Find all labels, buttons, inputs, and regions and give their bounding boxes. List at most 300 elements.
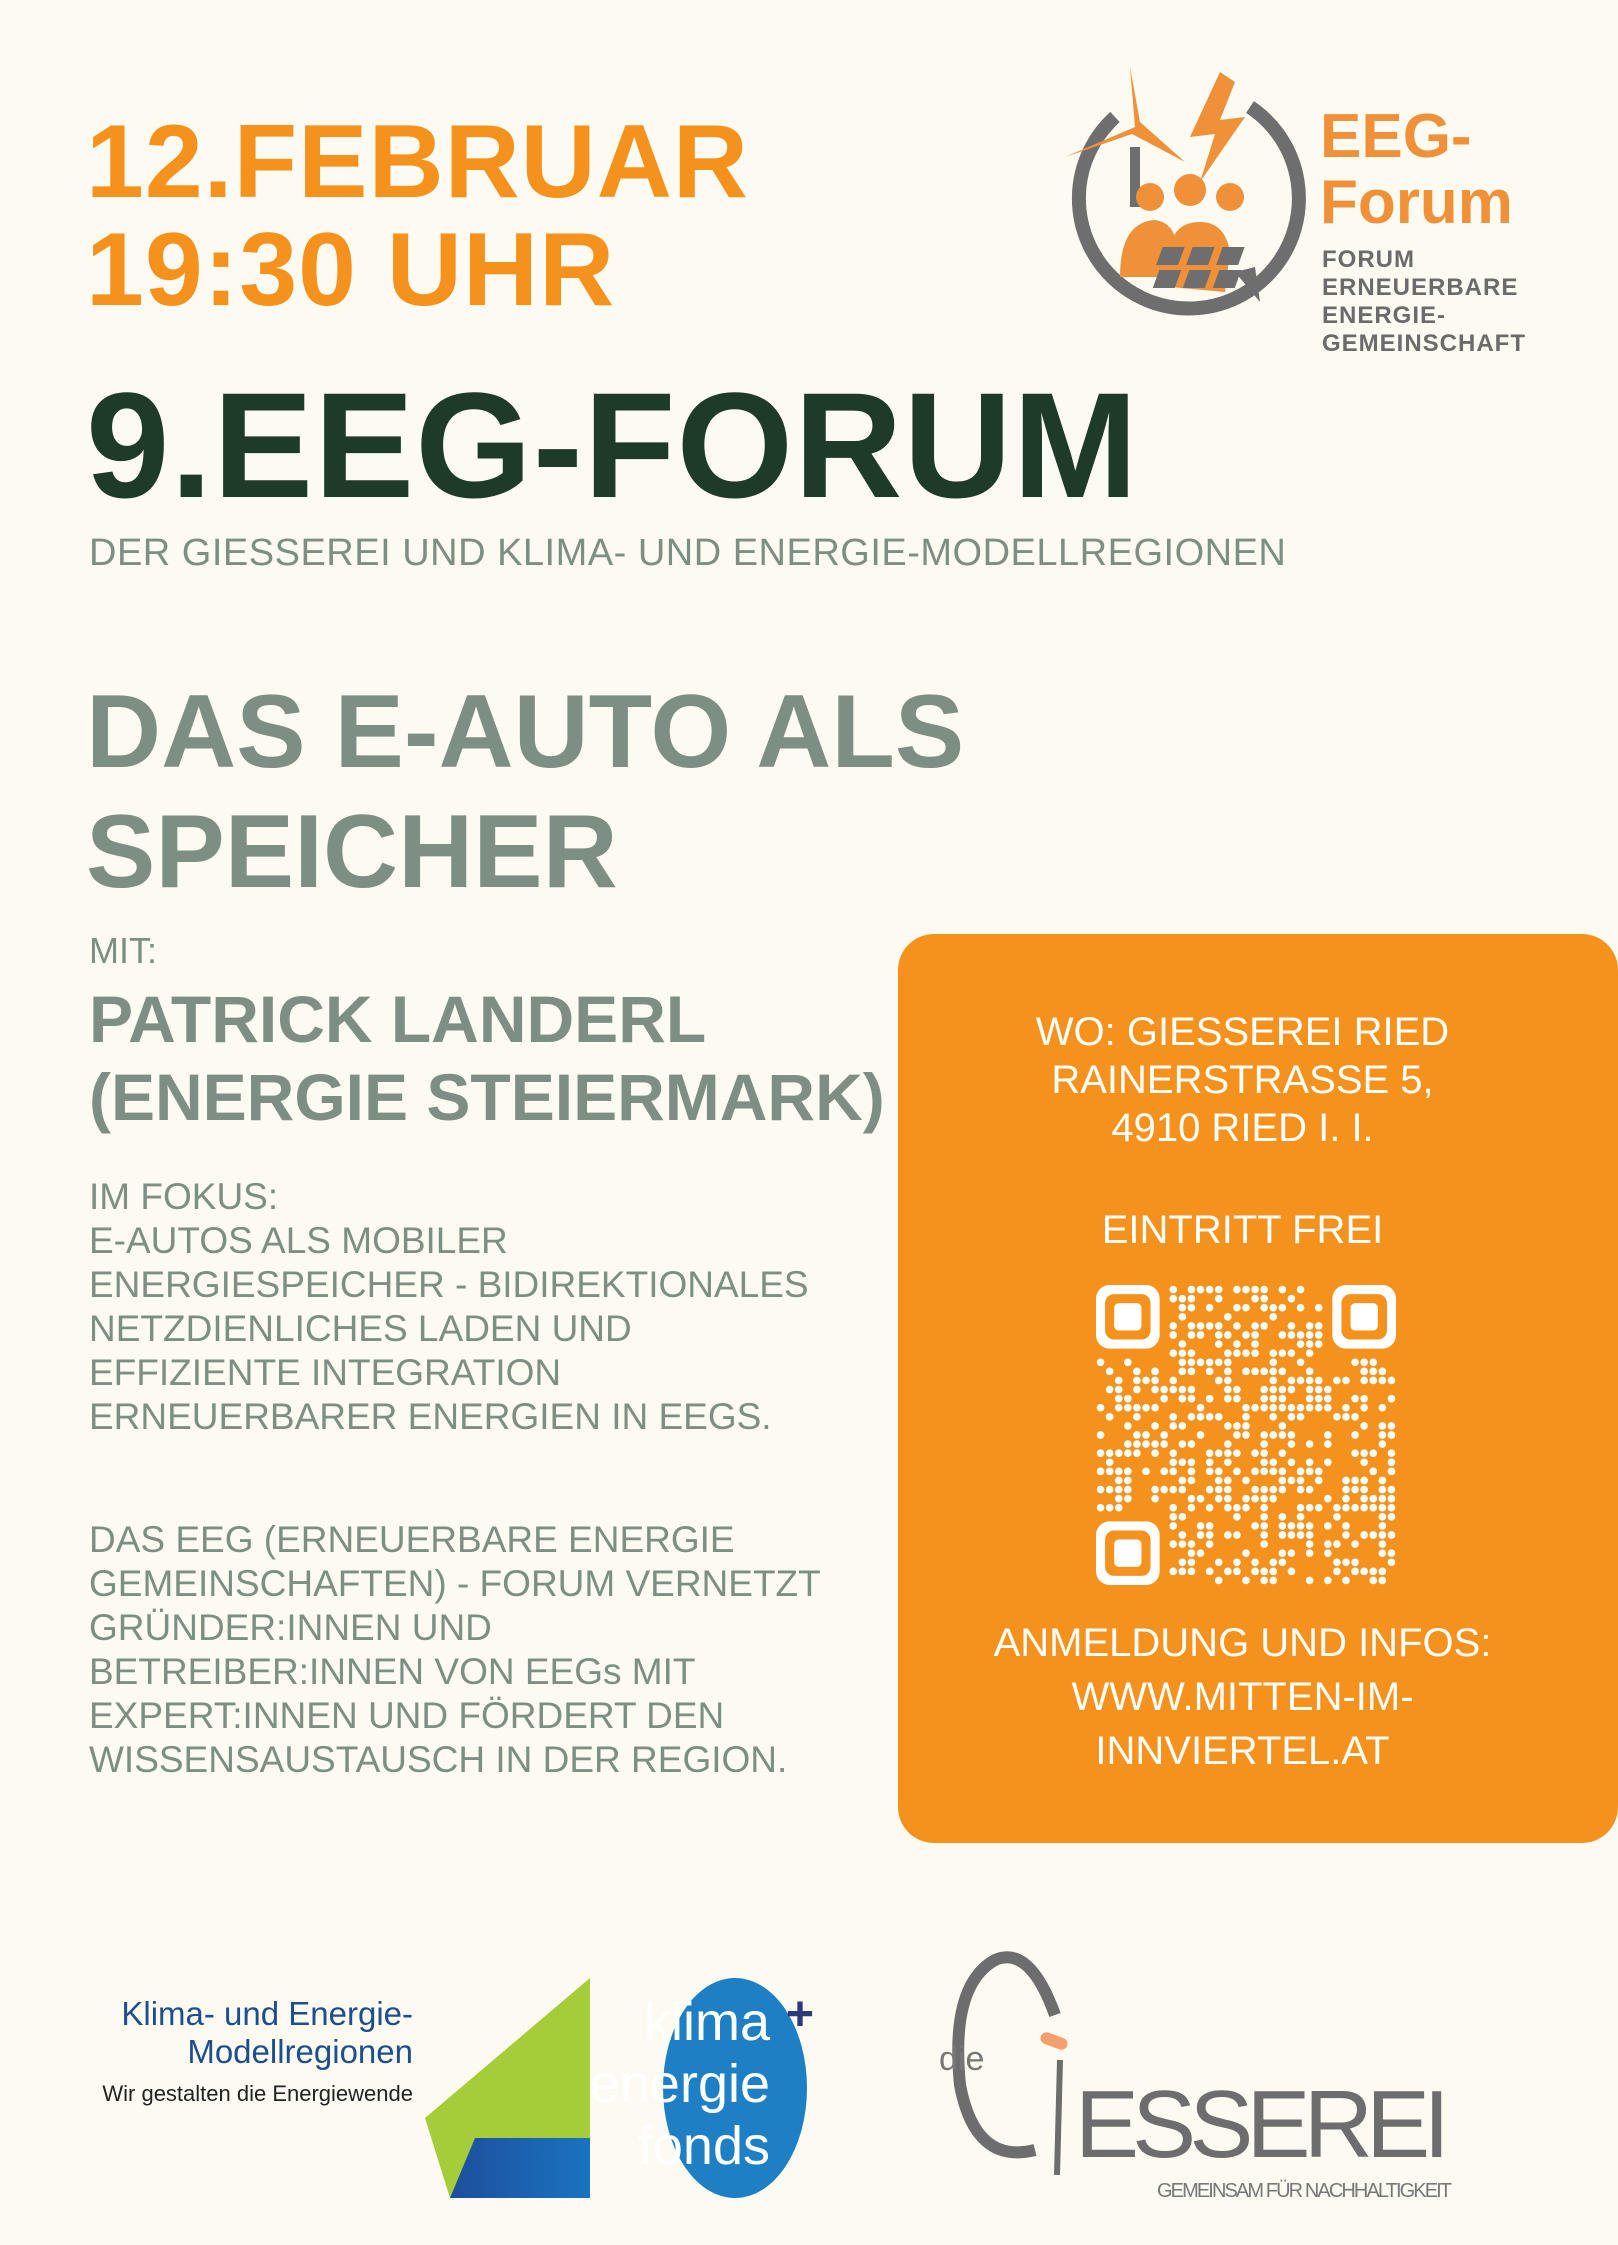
qr-module xyxy=(1360,1531,1368,1539)
qr-module xyxy=(1188,1440,1196,1448)
qr-module xyxy=(1297,1331,1305,1339)
qr-module xyxy=(1224,1368,1232,1376)
qr-module xyxy=(1279,1468,1287,1476)
qr-module xyxy=(1260,1295,1268,1303)
location-line: WO: GIESSEREI RIED xyxy=(1035,1010,1450,1054)
qr-module xyxy=(1269,1404,1277,1412)
qr-module xyxy=(1242,1477,1250,1485)
qr-module xyxy=(1233,1395,1241,1403)
qr-module xyxy=(1188,1322,1196,1330)
qr-module xyxy=(1151,1440,1159,1448)
qr-module xyxy=(1306,1331,1314,1339)
qr-module xyxy=(1188,1413,1196,1421)
topic-line: DAS E-AUTO ALS xyxy=(86,674,965,790)
qr-module xyxy=(1179,1304,1187,1312)
qr-module xyxy=(1188,1395,1196,1403)
qr-module xyxy=(1169,1386,1177,1394)
qr-module xyxy=(1206,1358,1214,1366)
qr-module xyxy=(1251,1349,1259,1357)
speaker xyxy=(89,980,885,1136)
qr-module xyxy=(1279,1558,1287,1566)
qr-module xyxy=(1333,1558,1341,1566)
qr-module xyxy=(1097,1404,1105,1412)
giesserei-tagline: GEMEINSAM FÜR NACHHALTIGKEIT xyxy=(1157,2180,1452,2202)
qr-module xyxy=(1342,1577,1350,1585)
qr-module xyxy=(1124,1358,1132,1366)
qr-module xyxy=(1333,1413,1341,1421)
qr-module xyxy=(1215,1413,1223,1421)
qr-module xyxy=(1133,1431,1141,1439)
qr-module xyxy=(1324,1522,1332,1530)
qr-module xyxy=(1224,1395,1232,1403)
qr-module xyxy=(1233,1431,1241,1439)
qr-module xyxy=(1179,1458,1187,1466)
qr-module xyxy=(1306,1322,1314,1330)
qr-module xyxy=(1215,1295,1223,1303)
qr-module xyxy=(1306,1349,1314,1357)
qr-module xyxy=(1142,1431,1150,1439)
qr-module xyxy=(1306,1504,1314,1512)
qr-module xyxy=(1106,1449,1114,1457)
qr-module xyxy=(1379,1568,1387,1576)
qr-module xyxy=(1242,1549,1250,1557)
qr-module xyxy=(1242,1304,1250,1312)
qr-module xyxy=(1115,1504,1123,1512)
qr-module xyxy=(1224,1495,1232,1503)
focus-line: E-AUTOS ALS MOBILER xyxy=(89,1220,508,1261)
qr-module xyxy=(1179,1486,1187,1494)
eeg-forum-logo-icon xyxy=(1060,62,1320,322)
qr-module xyxy=(1342,1377,1350,1385)
qr-module xyxy=(1188,1304,1196,1312)
qr-module xyxy=(1279,1549,1287,1557)
qr-module xyxy=(1169,1540,1177,1548)
qr-module xyxy=(1097,1504,1105,1512)
qr-module xyxy=(1224,1331,1232,1339)
qr-module xyxy=(1151,1495,1159,1503)
qr-module xyxy=(1251,1295,1259,1303)
qr-module xyxy=(1251,1522,1259,1530)
qr-module xyxy=(1324,1404,1332,1412)
qr-module xyxy=(1288,1377,1296,1385)
qr-module xyxy=(1224,1313,1232,1321)
qr-module xyxy=(1315,1304,1323,1312)
qr-module xyxy=(1333,1377,1341,1385)
qr-module xyxy=(1206,1395,1214,1403)
qr-module xyxy=(1242,1331,1250,1339)
qr-module xyxy=(1288,1295,1296,1303)
qr-module xyxy=(1342,1486,1350,1494)
registration-url[interactable]: INNVIERTEL.AT xyxy=(1095,1729,1390,1773)
qr-module xyxy=(1324,1386,1332,1394)
qr-module xyxy=(1142,1468,1150,1476)
qr-module xyxy=(1251,1404,1259,1412)
qr-module xyxy=(1179,1340,1187,1348)
qr-module xyxy=(1279,1449,1287,1457)
qr-module xyxy=(1106,1486,1114,1494)
qr-module xyxy=(1351,1540,1359,1548)
qr-module xyxy=(1097,1486,1105,1494)
qr-finder xyxy=(1114,1540,1141,1567)
qr-module xyxy=(1260,1522,1268,1530)
qr-module xyxy=(1379,1477,1387,1485)
qr-module xyxy=(1251,1368,1259,1376)
qr-module xyxy=(1379,1377,1387,1385)
qr-module xyxy=(1242,1495,1250,1503)
qr-module xyxy=(1215,1577,1223,1585)
qr-module xyxy=(1179,1422,1187,1430)
qr-module xyxy=(1188,1540,1196,1548)
qr-module xyxy=(1279,1386,1287,1394)
qr-module xyxy=(1179,1531,1187,1539)
qr-module xyxy=(1388,1531,1396,1539)
qr-module xyxy=(1279,1331,1287,1339)
qr-module xyxy=(1233,1286,1241,1294)
qr-module xyxy=(1342,1495,1350,1503)
qr-module xyxy=(1124,1449,1132,1457)
qr-module xyxy=(1360,1458,1368,1466)
qr-module xyxy=(1251,1322,1259,1330)
qr-module xyxy=(1197,1322,1205,1330)
giesserei-logo xyxy=(935,1935,1525,2205)
qr-module xyxy=(1115,1395,1123,1403)
qr-module xyxy=(1106,1368,1114,1376)
qr-module xyxy=(1188,1549,1196,1557)
qr-module xyxy=(1179,1440,1187,1448)
qr-module xyxy=(1315,1477,1323,1485)
qr-module xyxy=(1342,1504,1350,1512)
qr-module xyxy=(1260,1486,1268,1494)
qr-module xyxy=(1242,1349,1250,1357)
qr-module xyxy=(1197,1522,1205,1530)
qr-module xyxy=(1260,1495,1268,1503)
qr-module xyxy=(1288,1386,1296,1394)
qr-module xyxy=(1269,1368,1277,1376)
qr-module xyxy=(1251,1486,1259,1494)
qr-module xyxy=(1288,1431,1296,1439)
qr-module xyxy=(1097,1431,1105,1439)
kef-word: fonds xyxy=(637,2116,770,2176)
qr-module xyxy=(1179,1358,1187,1366)
kef-word: energie xyxy=(589,2054,770,2114)
qr-module xyxy=(1251,1568,1259,1576)
qr-module xyxy=(1224,1531,1232,1539)
qr-module xyxy=(1260,1540,1268,1548)
qr-module xyxy=(1360,1486,1368,1494)
qr-module xyxy=(1369,1368,1377,1376)
qr-module xyxy=(1288,1568,1296,1576)
qr-module xyxy=(1342,1522,1350,1530)
qr-module xyxy=(1388,1513,1396,1521)
qr-module xyxy=(1169,1522,1177,1530)
qr-module xyxy=(1360,1395,1368,1403)
qr-module xyxy=(1097,1358,1105,1366)
qr-module xyxy=(1260,1386,1268,1394)
qr-module xyxy=(1115,1486,1123,1494)
qr-module xyxy=(1179,1368,1187,1376)
qr-module xyxy=(1169,1449,1177,1457)
qr-module xyxy=(1269,1558,1277,1566)
qr-module xyxy=(1269,1395,1277,1403)
qr-module xyxy=(1188,1386,1196,1394)
qr-module xyxy=(1333,1504,1341,1512)
qr-module xyxy=(1269,1358,1277,1366)
qr-module xyxy=(1279,1431,1287,1439)
qr-module xyxy=(1224,1358,1232,1366)
qr-module xyxy=(1306,1468,1314,1476)
qr-module xyxy=(1160,1486,1168,1494)
qr-module xyxy=(1279,1395,1287,1403)
qr-module xyxy=(1179,1477,1187,1485)
qr-module xyxy=(1288,1440,1296,1448)
qr-module xyxy=(1260,1431,1268,1439)
qr-module xyxy=(1324,1431,1332,1439)
registration-label: ANMELDUNG UND INFOS: xyxy=(993,1621,1492,1665)
qr-module xyxy=(1206,1486,1214,1494)
qr-module xyxy=(1315,1322,1323,1330)
qr-module xyxy=(1288,1404,1296,1412)
qr-module xyxy=(1297,1486,1305,1494)
qr-module xyxy=(1151,1386,1159,1394)
qr-module xyxy=(1269,1568,1277,1576)
qr-module xyxy=(1233,1386,1241,1394)
qr-module xyxy=(1360,1495,1368,1503)
qr-module xyxy=(1260,1368,1268,1376)
qr-module xyxy=(1142,1377,1150,1385)
qr-module xyxy=(1106,1458,1114,1466)
qr-module xyxy=(1269,1386,1277,1394)
qr-module xyxy=(1342,1531,1350,1539)
logo-title-line: Forum xyxy=(1320,168,1513,237)
qr-module xyxy=(1260,1404,1268,1412)
qr-module xyxy=(1379,1422,1387,1430)
qr-module xyxy=(1288,1522,1296,1530)
qr-module xyxy=(1224,1568,1232,1576)
qr-module xyxy=(1288,1331,1296,1339)
qr-module xyxy=(1297,1468,1305,1476)
qr-module xyxy=(1206,1368,1214,1376)
qr-module xyxy=(1269,1495,1277,1503)
qr-module xyxy=(1351,1431,1359,1439)
registration-info xyxy=(898,1616,1587,1778)
qr-finder xyxy=(1351,1303,1378,1330)
qr-module xyxy=(1106,1504,1114,1512)
qr-module xyxy=(1315,1377,1323,1385)
qr-module xyxy=(1115,1386,1123,1394)
qr-module xyxy=(1369,1468,1377,1476)
qr-module xyxy=(1169,1568,1177,1576)
qr-module xyxy=(1379,1504,1387,1512)
qr-module xyxy=(1388,1458,1396,1466)
location-line: RAINERSTRASSE 5, xyxy=(1051,1058,1434,1102)
qr-module xyxy=(1160,1468,1168,1476)
qr-module xyxy=(1379,1513,1387,1521)
qr-module xyxy=(1360,1358,1368,1366)
qr-module xyxy=(1379,1549,1387,1557)
qr-module xyxy=(1388,1422,1396,1430)
qr-module xyxy=(1097,1468,1105,1476)
qr-module xyxy=(1215,1377,1223,1385)
qr-module xyxy=(1115,1377,1123,1385)
logo-subtitle-line: ERNEUERBARE xyxy=(1322,274,1519,301)
qr-module xyxy=(1233,1513,1241,1521)
qr-module xyxy=(1224,1440,1232,1448)
speaker-name: PATRICK LANDERL xyxy=(89,982,707,1056)
qr-module xyxy=(1369,1495,1377,1503)
qr-module xyxy=(1360,1477,1368,1485)
qr-module xyxy=(1197,1358,1205,1366)
focus-text xyxy=(89,1175,889,1439)
qr-module xyxy=(1315,1395,1323,1403)
qr-module xyxy=(1388,1431,1396,1439)
qr-module xyxy=(1188,1286,1196,1294)
qr-module xyxy=(1379,1522,1387,1530)
qr-module xyxy=(1288,1322,1296,1330)
qr-module xyxy=(1242,1431,1250,1439)
qr-module xyxy=(1297,1304,1305,1312)
qr-module xyxy=(1269,1304,1277,1312)
qr-module xyxy=(1351,1395,1359,1403)
qr-module xyxy=(1197,1549,1205,1557)
qr-module xyxy=(1169,1295,1177,1303)
qr-module xyxy=(1306,1458,1314,1466)
focus-line: EFFIZIENTE INTEGRATION xyxy=(89,1352,562,1393)
qr-module xyxy=(1233,1422,1241,1430)
qr-module xyxy=(1224,1377,1232,1385)
qr-module xyxy=(1160,1440,1168,1448)
qr-module xyxy=(1151,1377,1159,1385)
qr-finder xyxy=(1114,1303,1141,1330)
qr-module xyxy=(1124,1440,1132,1448)
qr-module xyxy=(1279,1304,1287,1312)
qr-module xyxy=(1215,1477,1223,1485)
qr-module xyxy=(1188,1504,1196,1512)
qr-module xyxy=(1315,1468,1323,1476)
kef-word: klima xyxy=(643,1992,770,2052)
qr-module xyxy=(1242,1404,1250,1412)
qr-module xyxy=(1251,1468,1259,1476)
qr-module xyxy=(1388,1395,1396,1403)
qr-module xyxy=(1242,1577,1250,1585)
qr-module xyxy=(1224,1477,1232,1485)
qr-module xyxy=(1124,1486,1132,1494)
qr-module xyxy=(1169,1468,1177,1476)
qr-module xyxy=(1388,1449,1396,1457)
qr-module xyxy=(1369,1449,1377,1457)
qr-module xyxy=(1188,1568,1196,1576)
qr-module xyxy=(1188,1458,1196,1466)
qr-module xyxy=(1306,1540,1314,1548)
qr-module xyxy=(1215,1495,1223,1503)
qr-module xyxy=(1260,1531,1268,1539)
qr-module xyxy=(1115,1449,1123,1457)
qr-module xyxy=(1269,1468,1277,1476)
qr-code[interactable] xyxy=(1096,1285,1396,1585)
qr-module xyxy=(1124,1495,1132,1503)
qr-module xyxy=(1242,1504,1250,1512)
qr-module xyxy=(1224,1386,1232,1394)
qr-module xyxy=(1179,1558,1187,1566)
qr-module xyxy=(1197,1495,1205,1503)
qr-module xyxy=(1324,1540,1332,1548)
qr-module xyxy=(1279,1531,1287,1539)
qr-module xyxy=(1288,1549,1296,1557)
qr-module xyxy=(1351,1558,1359,1566)
qr-module xyxy=(1369,1568,1377,1576)
qr-module xyxy=(1269,1486,1277,1494)
qr-module xyxy=(1224,1449,1232,1457)
qr-module xyxy=(1297,1358,1305,1366)
qr-module xyxy=(1169,1322,1177,1330)
qr-module xyxy=(1342,1413,1350,1421)
klima-energie-fonds-logo xyxy=(589,1978,890,2198)
logo-subtitle-line: GEMEINSCHAFT xyxy=(1322,330,1526,357)
qr-module xyxy=(1124,1404,1132,1412)
qr-module xyxy=(1260,1577,1268,1585)
qr-module xyxy=(1233,1531,1241,1539)
qr-module xyxy=(1269,1349,1277,1357)
qr-module xyxy=(1379,1368,1387,1376)
qr-module xyxy=(1324,1395,1332,1403)
qr-module xyxy=(1288,1349,1296,1357)
kem-shape-icon xyxy=(425,1978,595,2198)
qr-module xyxy=(1169,1377,1177,1385)
qr-module xyxy=(1179,1313,1187,1321)
qr-module xyxy=(1279,1422,1287,1430)
qr-module xyxy=(1179,1386,1187,1394)
qr-module xyxy=(1215,1486,1223,1494)
logo-subtitle-line: FORUM xyxy=(1322,246,1415,273)
qr-module xyxy=(1224,1349,1232,1357)
qr-module xyxy=(1260,1568,1268,1576)
qr-module xyxy=(1279,1477,1287,1485)
qr-module xyxy=(1297,1504,1305,1512)
qr-module xyxy=(1197,1431,1205,1439)
qr-module xyxy=(1206,1522,1214,1530)
qr-module xyxy=(1351,1477,1359,1485)
eeg-forum-logo-subtitle xyxy=(1322,246,1526,358)
qr-module xyxy=(1388,1504,1396,1512)
qr-module xyxy=(1297,1513,1305,1521)
qr-module xyxy=(1188,1477,1196,1485)
qr-module xyxy=(1269,1431,1277,1439)
qr-module xyxy=(1379,1431,1387,1439)
qr-module xyxy=(1279,1513,1287,1521)
qr-module xyxy=(1251,1558,1259,1566)
qr-module xyxy=(1279,1486,1287,1494)
qr-module xyxy=(1251,1331,1259,1339)
qr-module xyxy=(1333,1568,1341,1576)
qr-module xyxy=(1188,1349,1196,1357)
qr-module xyxy=(1188,1331,1196,1339)
qr-module xyxy=(1260,1286,1268,1294)
qr-module xyxy=(1142,1404,1150,1412)
qr-module xyxy=(1206,1504,1214,1512)
qr-module xyxy=(1215,1449,1223,1457)
qr-module xyxy=(1315,1404,1323,1412)
qr-module xyxy=(1306,1395,1314,1403)
qr-module xyxy=(1351,1358,1359,1366)
qr-module xyxy=(1151,1449,1159,1457)
qr-module xyxy=(1188,1558,1196,1566)
qr-module xyxy=(1179,1540,1187,1548)
qr-module xyxy=(1097,1449,1105,1457)
qr-module xyxy=(1206,1449,1214,1457)
qr-module xyxy=(1124,1422,1132,1430)
qr-module xyxy=(1215,1358,1223,1366)
registration-url[interactable]: WWW.MITTEN-IM- xyxy=(1071,1675,1414,1719)
qr-module xyxy=(1297,1531,1305,1539)
